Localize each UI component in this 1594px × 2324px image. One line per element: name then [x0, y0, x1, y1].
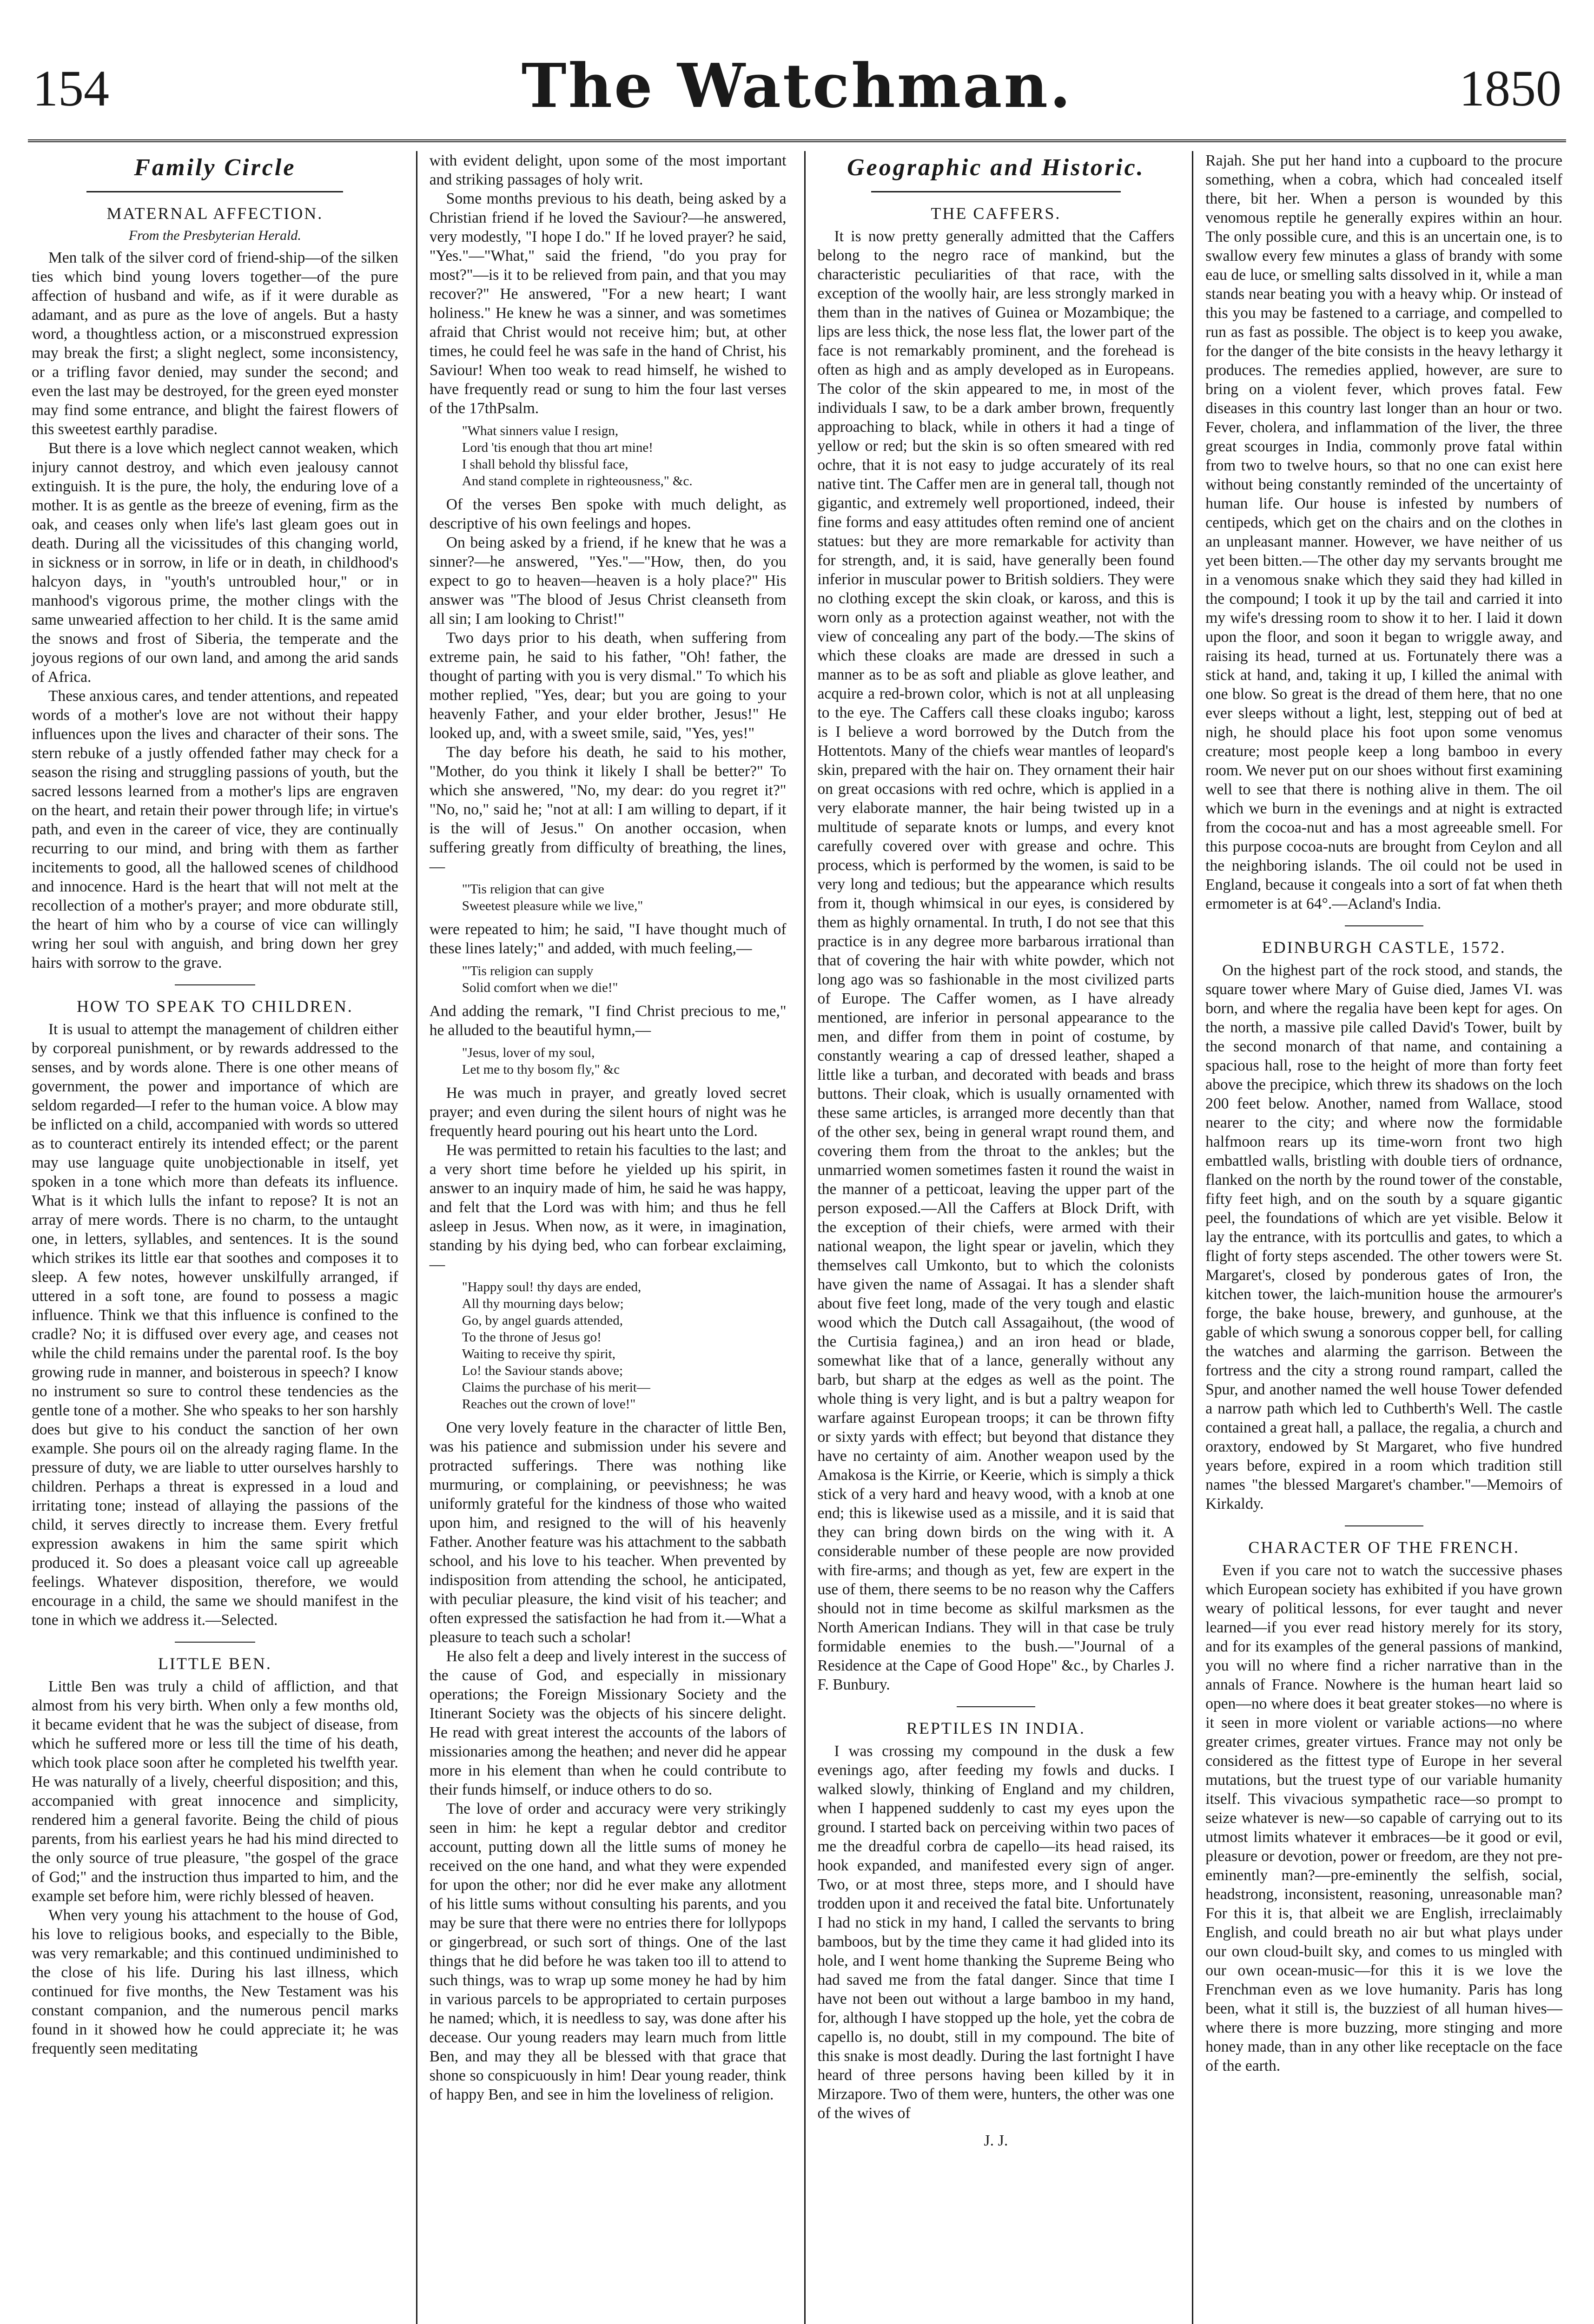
article-divider [1345, 925, 1423, 926]
paragraph: He was permitted to retain his faculties to the last; and a very short time before he yielded up his spirit, in answer to an inquiry made of him, he said he was happy, and felt that the Lord was with him; and thus he fell asleep in Jesus. When now, as it were, in imagination, standing by his dying bed, who can forbear exclaiming,— [429, 1142, 787, 1273]
paragraph: Men talk of the silver cord of friend-ship—of the silken ties which bind young lovers together—of the pure affection of husband and wife, as if it were durable as adamant, and as pure as the love of angels. But a hasty word, a thoughtless action, or a misconstrued expression may break the first; a slight neglect, some inconsistency, or a trifling favor denied, may sunder the second; and even the last may be destroyed, for the green eyed monster may find some entrance, and blight the fairest flowers of this sweetest earthly paradise. [32, 249, 398, 438]
hymn-quote: "Happy soul! thy days are ended, All thy mourning days below; Go, by angel guards attended, To the throne of Jesus go! Waiting to receive thy spirit, Lo! the Saviour stands above; Claims the purchase of his merit— Reaches out the crown of love!" [462, 1280, 650, 1412]
column-2 [416, 151, 790, 2324]
paragraph: He was much in prayer, and greatly loved secret prayer; and even during the silent hours of night was he frequently heard pouring out his heart unto the Lord. [429, 1084, 787, 1140]
paragraph: One very lovely feature in the character of little Ben, was his patience and submission under his severe and protracted sufferings. There was nothing like murmuring, or complaining, or peevishness; he was uniformly grateful for the kindness of those who waited upon him, and resigned to the will of his heavenly Father. Another feature was his attachment to the sabbath school, and his love to his teacher. When prevented by indisposition from attending the school, he anticipated, with peculiar pleasure, the kind visit of his teacher; and often expressed the satisfaction he had from it.—What a pleasure to teach such a scholar! [429, 1419, 787, 1646]
paragraph: Even if you care not to watch the successive phases which European society has exhibited if you have grown weary of political lessons, for ever taught and never learned—if you ever read history merely for its story, and for its examples of the general passions of mankind, you will no where find a richer narrative than in the annals of France. Nowhere is the human heart laid so open—no where does it beat greater stokes—no where is it seen in more violent or variable actions—no where greater crimes, greater virtues. France may not only be considered as the fittest type of Europe in her several mutations, but the truest type of our variable humanity itself. This vivacious sympathetic race—so prompt to seize whatever is new—so capable of carrying out to its utmost limits whatever it embraces—be it good or evil, pleasure or devotion, power or freedom, are they not pre-eminently man?—pre-eminently the selfish, social, headstrong, inconsistent, reasoning, unreasonable man? For this it is, that albeit we are English, irreclaimably English, and could breath no air but what plays under our own cloud-built sky, and comes to us mingled with our own ocean-music—for this it is we love the Frenchman even as we love humanity. Paris has long been, what it still is, the buzziest of all human hives—where there is more buzzing, more stinging and more honey made, than in any other like receptacle on the face of the earth. [1205, 1562, 1562, 2074]
article-source: From the Presbyterian Herald. [128, 228, 301, 243]
article-title-character-of-the-french: CHARACTER OF THE FRENCH. [1248, 1538, 1520, 1557]
paragraph: He also felt a deep and lively interest in the success of the cause of God, and especially in missionary operations; the Foreign Missionary Society and the Itinerant Society was the objects of his sincere delight. He read with great interest the accounts of the labors of missionaries among the heathen; and never did he appear more in his element than when he could contribute to their funds himself, or induce others to do so. [429, 1648, 787, 1798]
paragraph: On being asked by a friend, if he knew that he was a sinner?—he answered, "Yes."—"How, then, do you expect to go to heaven—heaven is a holy place?" His answer was "The blood of Jesus Christ cleanseth from all sin; I am looking to Christ!" [429, 534, 787, 627]
article-divider [1345, 1525, 1423, 1526]
hymn-quote: "What sinners value I resign, Lord 'tis enough that thou art mine! I shall behold thy blissful face, And stand complete in righteousness," &c. [462, 423, 693, 489]
masthead-title: The Watchman. [521, 50, 1073, 121]
column-1 [28, 151, 402, 2324]
paragraph: were repeated to him; he said, "I have thought much of these lines lately;" and added, with much feeling,— [429, 921, 787, 957]
paragraph: But there is a love which neglect cannot weaken, which injury cannot destroy, and which even jealousy cannot extinguish. It is the pure, the holy, the enduring love of a mother. It is as gentle as the breeze of evening, firm as the oak, and ceases only when life's last gleam goes out in death. During all the vicissitudes of this changing world, in sickness or in sorrow, in life or in death, in childhood's halcyon days, in "youth's untroubled hour," or in manhood's vigorous prime, the mother clings with the same unwearied affection to her child. It is the same amid the snows and frost of Siberia, the temperate and the joyous regions of our own land, and among the arid sands of Africa. [32, 440, 398, 686]
issue-year: 1850 [1459, 60, 1561, 117]
article-divider [175, 984, 256, 985]
paragraph: Two days prior to his death, when suffering from extreme pain, he said to his father, "Oh! father, the thought of parting with you is very dismal." To which his mother replied, "Yes, dear; but you are going to your heavenly Father, and your elder brother, Jesus!" He looked up, and, with a sweet smile, said, "Yes, yes!" [429, 629, 787, 742]
signoff-initials: J. J. [984, 2132, 1008, 2149]
columns [28, 151, 1566, 2324]
section-heading-family-circle: Family Circle [134, 154, 296, 181]
paragraph: It is usual to attempt the management of children either by corporeal punishment, or by rewards addressed to the senses, and by words alone. There is one other means of government, the power and importance of which are seldom regarded—I refer to the human voice. A blow may be inflicted on a child, accompanied with words so uttered as to counteract entirely its intended effect; or the parent may use language quite unobjectionable in itself, yet spoken in a tone which more than defeats its influence. What is it which lulls the infant to repose? It is not an array of mere words. There is no charm, to the untaught one, in letters, syllables, and sentences. It is the sound which strikes its little ear that soothes and composes it to sleep. A few notes, however unskilfully arranged, if uttered in a soft tone, are found to possess a magic influence. Think we that this influence is confined to the cradle? No; it is diffused over every age, and ceases not while the child remains under the parental roof. Is the boy growing rude in manner, and boisterous in speech? I know no instrument so sure to control these tendencies as the gentle tone of a mother. She who speaks to her son harshly does but give to his conduct the sanction of her own example. She pours oil on the already raging flame. In the pressure of duty, we are liable to utter ourselves harshly to children. Perhaps a threat is expressed in a loud and irritating tone; instead of allaying the passions of the child, it serves directly to increase them. Every fretful expression awakens in him the same spirit which produced it. So does a pleasant voice call up agreeable feelings. Whatever disposition, therefore, we would encourage in a child, the same we should manifest in the tone in which we address it.—Selected. [32, 1021, 398, 1629]
paragraph: It is now pretty generally admitted that the Caffers belong to the negro race of mankind, but the characteristic peculiarities of that race, with the exception of the woolly hair, are less strongly marked in them than in the natives of Guinea or Mozambique; the lips are less thick, the nose less flat, the lower part of the face is not remarkably prominent, and the forehead is often as high and as amply developed as in Europeans. The color of the skin appeared to me, in most of the individuals I saw, to be a dark amber brown, frequently approaching to black, while in others it had a tinge of yellow or red; but the skin is so often smeared with red ochre, that it is not easy to judge accurately of its real native tint. The Caffer men are in general tall, though not gigantic, and extremely well proportioned, indeed, their fine forms and easy attitudes often remind one of ancient statues: but they are more remarkable for activity than for strength, and, it is said, have generally been found inferior in muscular power to British soldiers. They were no clothing except the skin cloak, or kaross, and this is worn only as a protection against weather, not with the view of concealing any part of the body.—The skins of which these cloaks are made are dressed in such a manner as to be as soft and pliable as glove leather, and acquire a red-brown color, which is not at all unpleasing to the eye. The Caffers call these cloaks ingubo; kaross is I believe a word borrowed by the Dutch from the Hottentots. Many of the chiefs wear mantles of leopard's skin, prepared with the hair on. They ornament their hair on great occasions with red ochre, which is applied in a very elaborate manner, the hair being twisted up in a multitude of separate knots or lumps, and every knot carefully covered over with grease and ochre. This process, which is performed by the women, is said to be very long and tedious; but the appearance which results from it, though whimsical in our eyes, is considered by them as highly ornamental. In truth, I do not see that this practice is in any degree more barbarous irrational than that of covering the hair with white powder, which not long ago was so fashionable in the most civilized parts of Europe. The Caffer women, as I have already mentioned, are inferior in personal appearance to the men, and differ from them in point of costume, by constantly wearing a cap of dressed leather, shaped a little like a turban, and decorated with beads and brass buttons. Their cloak, which is usually ornamented with these same articles, is arranged more decently than that of the other sex, being in general wrapt round them, and covering them from the throat to the ankles; but the unmarried women sometimes fasten it round the waist in the manner of a petticoat, leaving the upper part of the person exposed.—All the Caffers at Block Drift, with the exception of their chiefs, were armed with their national weapon, the light spear or javelin, which they themselves call Umkonto, but to which the colonists have given the name of Assagai. It has a slender shaft about five feet long, made of the very tough and elastic wood which the Dutch call Assagaihout, (the wood of the Curtisia faginea,) and an iron head or blade, somewhat like that of a lance, generally without any barb, but sharp at the edges as well as the point. The whole thing is very light, and is but a paltry weapon for warfare against European troops; it can be thrown fifty or sixty yards with effect; but beyond that distance they have no certainty of aim. Another weapon used by the Amakosa is the Kirrie, or Keerie, which is simply a thick stick of a very hard and heavy wood, with a knob at one end; this is likewise used as a missile, and it is said that they can bring down birds on the wing with it. A considerable number of these people are now provided with fire-arms; and though as yet, few are expert in the use of them, there seems to be no reason why the Caffers should not in time become as skilful marksmen as the North American Indians. They will in that case be truly formidable enemies to the bush.—"Journal of a Residence at the Cape of Good Hope" &c., by Charles J. F. Bunbury. [817, 228, 1175, 1693]
paragraph: And adding the remark, "I find Christ precious to me," he alluded to the beautiful hymn,— [429, 1003, 787, 1039]
column-4 [1192, 151, 1566, 2324]
section-heading-geographic: Geographic and Historic. [847, 154, 1145, 181]
paragraph: Some months previous to his death, being asked by a Christian friend if he loved the Saviour?—he answered, very modestly, "I hope I do." If he loved prayer? he said, "Yes."—"What," said the friend, "do you pray for most?"—is it to be relieved from pain, and that you may recover?" He answered, "For a new heart; I want holiness." He knew he was a sinner, and was sometimes afraid that Christ would not receive him; but, at other times, he could feel he was safe in the hand of Christ, his Saviour! When too weak to read himself, he wished to have frequently read or sung to him the four last verses of the 17thPsalm. [429, 190, 787, 417]
page-header [28, 19, 1566, 130]
section-rule [871, 191, 1121, 192]
newspaper-page [28, 19, 1566, 2324]
paragraph: Little Ben was truly a child of affliction, and that almost from his very birth. When only a few months old, it became evident that he was the subject of disease, from which he suffered more or less till the time of his death, which took place soon after he completed his twelfth year. He was naturally of a lively, cheerful disposition; and this, accompanied with great innocence and simplicity, rendered him a general favorite. Being the child of pious parents, from his earliest years he had his mind directed to the only source of true pleasure, "the gospel of the grace of God;" and the instruction thus imparted to him, and the example set before him, were richly blessed of heaven. [32, 1678, 398, 1905]
article-title-the-caffers: THE CAFFERS. [931, 204, 1061, 223]
article-divider [175, 1642, 256, 1643]
paragraph: On the highest part of the rock stood, and stands, the square tower where Mary of Guise died, James VI. was born, and where the regalia have been kept for ages. On the north, a massive pile called David's Tower, built by the second monarch of that name, and containing a spacious hall, rose to the height of more than forty feet above the precipice, which threw its shadows on the loch 200 feet below. Another, named from Wallace, stood nearer to the city; and where now the formidable halfmoon rears up its time-worn front two high embattled walls, bristling with double tiers of ordnance, flanked on the north by the round tower of the constable, fifty feet high, and on the south by a square gigantic peel, the foundations of which are yet visible. Below it lay the entrance, with its portcullis and gates, to which a flight of forty steps ascended. The other towers were St. Margaret's, closed by ponderous gates of Iron, the kitchen tower, the laich-munition house the armourer's forge, the bake house, brewery, and gunhouse, at the gable of which swung a sonorous copper bell, for calling the watches and alarming the garrison. Between the fortress and the city a strong round rampart, called the Spur, and another named the well house Tower defended a narrow path which led to Cuthberth's Well. The castle contained a great hall, a pallace, the regalia, a church and oraxtory, endowed by St Margaret, who five hundred years before, expired in a room which tradition still names "the blessed Margaret's chamber."—Memoirs of Kirkaldy. [1205, 962, 1562, 1512]
column-3 [804, 151, 1178, 2324]
article-title-maternal-affection: MATERNAL AFFECTION. [106, 204, 324, 223]
paragraph: Of the verses Ben spoke with much delight, as descriptive of his own feelings and hopes. [429, 496, 787, 532]
article-title-reptiles-in-india: REPTILES IN INDIA. [906, 1719, 1085, 1737]
hymn-quote: "'Tis religion that can give Sweetest pleasure while we live," [462, 882, 643, 913]
paragraph: The day before his death, he said to his mother, "Mother, do you think it likely I shall be better?" To which she answered, "No, my dear: do you regret it?" "No, no," said he; "not at all: I am willing to depart, if it is the will of Jesus." On another occasion, when suffering greatly from difficulty of breathing, the lines,— [429, 744, 787, 875]
page-number: 154 [33, 60, 109, 117]
article-title-edinburgh-castle: EDINBURGH CASTLE, 1572. [1262, 938, 1506, 957]
hymn-quote: "'Tis religion can supply Solid comfort when we die!" [462, 964, 618, 995]
paragraph: Rajah. She put her hand into a cupboard to the procure something, when a cobra, which had concealed itself there, bit her. When a person is wounded by this venomous reptile he generally expires within an hour. The only possible cure, and this is an uncertain one, is to swallow every few minutes a glass of brandy with some eau de luce, or smelling salts dissolved in it, while a man stands near beating you with a heavy whip. Or instead of this you may be fastened to a carriage, and compelled to run as fast as possible. The object is to keep you awake, for the danger of the bite consists in the heavy lethargy it produces. The remedies applied, however, are sure to bring on a violent fever, which proves fatal. Few diseases in this country last longer than an hour or two. Fever, cholera, and inflammation of the liver, the three great scourges in India, commonly prove fatal within from two to twelve hours, so that no one can exist here without being constantly reminded of the uncertainty of human life. Our house is infested by numbers of centipeds, which get on the chairs and on the clothes in an unpleasant manner. However, we have neither of us yet been bitten.—The other day my servants brought me in a venomous snake which they said they had killed in the compound; I took it up by the tail and carried it into my wife's dressing room to show it to her. I laid it down upon the floor, and soon it began to wriggle away, and raising its head, turned at us. Fortunately there was a stick at hand, and, taking it up, I killed the animal with one blow. So great is the dread of them here, that no one ever sleeps without a light, lest, stepping out of bed at nigh, he should place his foot upon some venomus creature; most people keep a long bamboo in every room. We never put on our shoes without first examining well to see that there is nothing alive in them. The oil which we burn in the evenings and at night is extracted from the cocoa-nut and has a most agreeable smell. For this purpose cocoa-nuts are brought from Ceylon and all the neighboring islands. The oil could not be used in England, because it congeals into a sort of fat when theth ermometer is at 64°.—Acland's India. [1205, 152, 1562, 912]
hymn-quote: "Jesus, lover of my soul, Let me to thy bosom fly," &c [462, 1045, 620, 1077]
article-title-how-to-speak: HOW TO SPEAK TO CHILDREN. [77, 997, 353, 1016]
paragraph: with evident delight, upon some of the most important and striking passages of holy writ. [429, 152, 787, 188]
article-title-little-ben: LITTLE BEN. [158, 1654, 272, 1673]
header-rule [28, 139, 1566, 142]
paragraph: When very young his attachment to the house of God, his love to religious books, and especially to the Bible, was very remarkable; and this continued undiminished to the close of his life. During his last illness, which continued for five months, the New Testament was his constant companion, and the numerous pencil marks found in it showed how he could appreciate it; he was frequently seen meditating [32, 1907, 398, 2057]
article-divider [957, 1706, 1035, 1707]
paragraph: The love of order and accuracy were very strikingly seen in him: he kept a regular debtor and creditor account, putting down all the little sums of money he received on the one hand, and what they were expended for upon the other; nor did he ever make any allotment of his little sums without consulting his parents, and you may be sure that there were no entries there for lollypops or gingerbread, or such sort of things. One of the last things that he did before he was taken too ill to attend to such things, was to wrap up some money he had by him in various parcels to be appropriated to certain purposes he named; which, it is needless to say, was done after his decease. Our young readers may learn much from little Ben, and may they all be blessed with that grace that shone so conspicuously in him! Dear young reader, think of happy Ben, and see in him the loveliness of religion. [429, 1800, 787, 2103]
section-rule [86, 191, 343, 192]
paragraph: I was crossing my compound in the dusk a few evenings ago, after feeding my fowls and ducks. I walked slowly, thinking of England and my children, when I happened suddenly to cast my eyes upon the ground. I started back on perceiving within two paces of me the dreadful corbra de capello—its head raised, its hook expanded, and manifested every sign of anger. Two, or at most three, steps more, and I should have trodden upon it and received the fatal bite. Unfortunately I had no stick in my hand, I called the servants to bring bamboos, but by the time they came it had glided into its hole, and I went home thanking the Supreme Being who had saved me from the fatal danger. Since that time I have not been out without a large bamboo in my hand, for, although I have stopped up the hole, yet the cobra de capello is, no doubt, still in my compound. The bite of this snake is most deadly. During the last fortnight I have heard of three persons having been killed by it in Mirzapore. Two of them were, hunters, the other was one of the wives of [817, 1743, 1175, 2122]
paragraph: These anxious cares, and tender attentions, and repeated words of a mother's love are not without their happy influences upon the lives and character of their sons. The stern rebuke of a justly offended father may check for a season the rising and struggling passions of youth, but the sacred lessons learned from a mother's lips are engraven on the heart, and retain their power through life; in virtue's path, and even in the career of vice, they are continually recurring to our mind, and bring with them as farther incitements to good, all the hallowed scenes of childhood and innocence. Hard is the heart that will not melt at the recollection of a mother's prayer; and more obdurate still, the heart of him who by a course of vice can willingly wring her soul with anguish, and bring down her grey hairs with sorrow to the grave. [32, 687, 398, 971]
